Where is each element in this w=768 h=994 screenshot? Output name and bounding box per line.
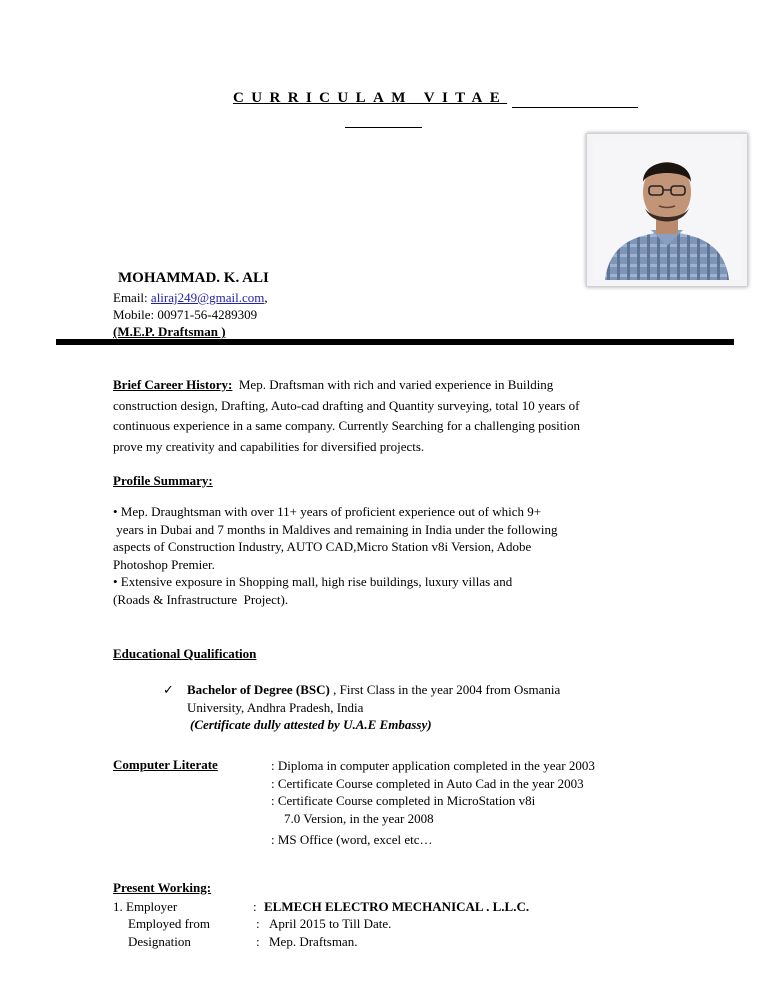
degree-name: Bachelor of Degree (BSC) — [187, 682, 330, 697]
designation-separator: : — [256, 934, 260, 949]
title-underline — [512, 107, 638, 108]
person-photo-icon — [587, 134, 747, 286]
email-label: Email: — [113, 290, 151, 305]
profile-line-4: Photoshop Premier. — [113, 556, 215, 572]
title-underline-short — [345, 127, 422, 128]
career-history-section — [113, 375, 658, 457]
degree-line — [187, 681, 560, 699]
designation-value: Mep. Draftsman. — [269, 934, 358, 949]
university-line: University, Andhra Pradesh, India — [187, 699, 364, 715]
profile-heading: Profile Summary: — [113, 473, 213, 488]
computer-heading: Computer Literate — [113, 757, 218, 772]
document-title: CURRICULAM VITAE — [233, 90, 508, 106]
computer-list — [271, 757, 595, 849]
profile-line-1: • Mep. Draughtsman with over 11+ years of proficient experience out of which 9+ — [113, 504, 542, 519]
section-divider — [56, 339, 734, 345]
profile-line-3: aspects of Construction Industry, AUTO CAD,Micro Station v8i Version, Adobe — [113, 539, 532, 555]
career-text-1: Mep. Draftsman with rich and varied experience in Building — [238, 377, 554, 392]
computer-line-1: : Diploma in computer application completed in the year 2003 — [271, 758, 595, 773]
computer-line-2: : Certificate Course completed in Auto Cad in the year 2003 — [271, 775, 584, 791]
career-line-4: prove my creativity and capabilities for diversified projects. — [113, 438, 425, 454]
career-line-1 — [113, 375, 658, 396]
education-heading: Educational Qualification — [113, 646, 257, 661]
computer-line-4: 7.0 Version, in the year 2008 — [271, 810, 434, 826]
employed-from-separator: : — [256, 916, 260, 931]
profile-line-6: (Roads & Infrastructure Project). — [113, 591, 289, 607]
employer-value: ELMECH ELECTRO MECHANICAL . L.L.C. — [264, 899, 530, 914]
email-suffix: , — [264, 290, 268, 305]
email-line — [113, 290, 268, 306]
computer-line-5: : MS Office (word, excel etc… — [271, 832, 433, 848]
profile-list — [113, 503, 557, 609]
education-entry — [187, 681, 560, 734]
employed-from-value: April 2015 to Till Date. — [269, 916, 392, 931]
checkmark-icon: ✓ — [163, 682, 174, 697]
present-working-heading: Present Working: — [113, 880, 212, 895]
designation-line: (M.E.P. Draftsman ) — [113, 324, 226, 339]
profile-line-2: years in Dubai and 7 months in Maldives and remaining in India under the following — [113, 521, 558, 537]
computer-line-3: : Certificate Course completed in MicroStation v8i — [271, 793, 536, 809]
employer-separator: : — [253, 899, 257, 914]
career-line-2: construction design, Drafting, Auto-cad drafting and Quantity surveying, total 10 years of — [113, 397, 580, 413]
employed-from-label: Employed from — [128, 916, 210, 931]
career-line-3: continuous experience in a same company. Currently Searching for a challenging position — [113, 418, 581, 433]
mobile-line: Mobile: 00971-56-4289309 — [113, 307, 258, 322]
candidate-name: MOHAMMAD. K. ALI — [118, 270, 269, 286]
degree-details: , First Class in the year 2004 from Osmania — [329, 682, 561, 697]
email-link[interactable]: aliraj249@gmail.com — [150, 290, 265, 305]
designation-label: Designation — [128, 934, 191, 949]
career-heading: Brief Career History: — [113, 377, 233, 392]
attested-line: (Certificate dully attested by U.A.E Embassy) — [190, 717, 432, 733]
employer-label: 1. Employer — [113, 899, 178, 914]
profile-photo — [586, 133, 748, 287]
profile-line-5: • Extensive exposure in Shopping mall, high rise buildings, luxury villas and — [113, 574, 513, 590]
